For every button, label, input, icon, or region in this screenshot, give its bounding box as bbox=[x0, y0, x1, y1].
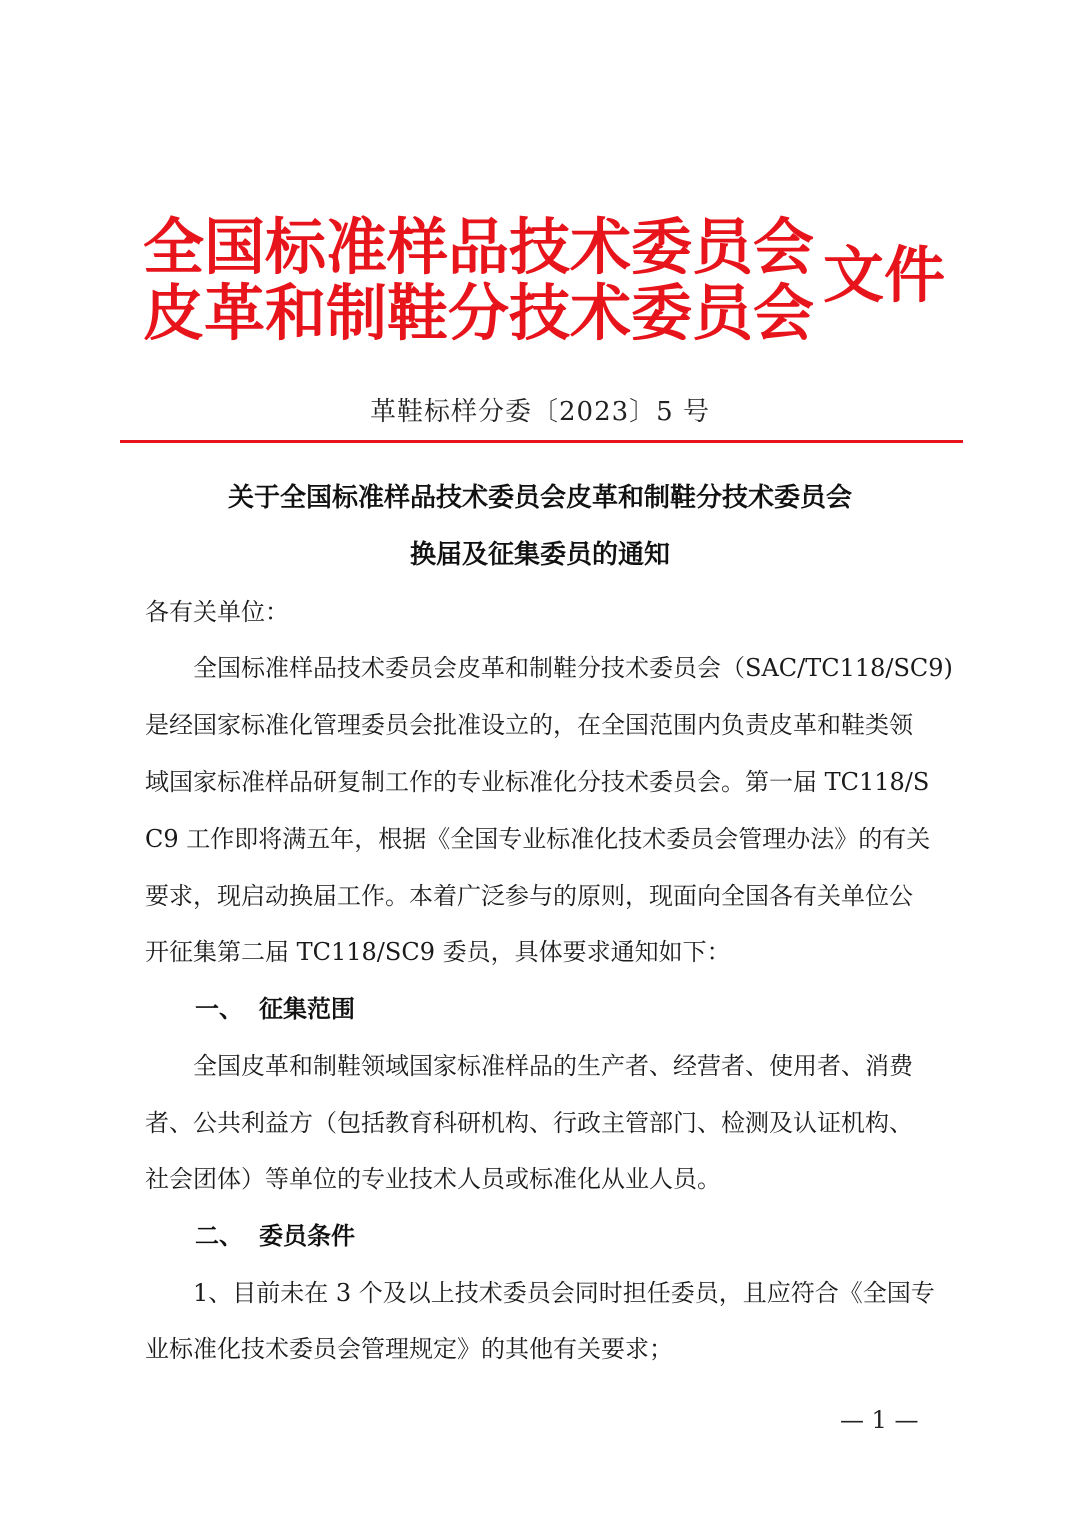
section-1-line: 者、公共利益方（包括教育科研机构、行政主管部门、检测及认证机构、 bbox=[145, 1109, 913, 1137]
section-1-number: 一、 bbox=[195, 995, 243, 1023]
section-2-title: 委员条件 bbox=[259, 1222, 355, 1250]
page-number: — 1 — bbox=[840, 1406, 919, 1434]
masthead-line-2: 皮革和制鞋分技术委员会 bbox=[143, 278, 815, 349]
intro-line: 是经国家标准化管理委员会批准设立的，在全国范围内负责皮革和鞋类领 bbox=[145, 711, 913, 739]
intro-line: 要求，现启动换届工作。本着广泛参与的原则，现面向全国各有关单位公 bbox=[145, 882, 913, 910]
section-1-line: 全国皮革和制鞋领域国家标准样品的生产者、经营者、使用者、消费 bbox=[145, 1052, 913, 1080]
section-2-heading bbox=[195, 1208, 355, 1264]
document-number: 革鞋标样分委〔2023〕5 号 bbox=[370, 397, 710, 427]
section-1-heading bbox=[195, 981, 355, 1037]
intro-line: 域国家标准样品研复制工作的专业标准化分技术委员会。第一届 TC118/S bbox=[145, 768, 930, 796]
red-divider bbox=[120, 440, 963, 443]
notice-title-line-1: 关于全国标准样品技术委员会皮革和制鞋分技术委员会 bbox=[227, 483, 852, 513]
section-2-number: 二、 bbox=[195, 1222, 243, 1250]
masthead bbox=[143, 212, 963, 349]
notice-title-line-2: 换届及征集委员的通知 bbox=[409, 540, 670, 570]
masthead-suffix: 文件 bbox=[823, 240, 946, 311]
section-2-line: 业标准化技术委员会管理规定》的其他有关要求； bbox=[145, 1335, 673, 1363]
masthead-line-1: 全国标准样品技术委员会 bbox=[143, 212, 815, 283]
salutation: 各有关单位： bbox=[145, 598, 289, 626]
section-2-line: 1、目前未在 3 个及以上技术委员会同时担任委员，且应符合《全国专 bbox=[145, 1279, 935, 1307]
section-1-title: 征集范围 bbox=[259, 995, 355, 1023]
intro-line: C9 工作即将满五年，根据《全国专业标准化技术委员会管理办法》的有关 bbox=[145, 825, 931, 853]
section-1-line: 社会团体）等单位的专业技术人员或标准化从业人员。 bbox=[145, 1165, 721, 1193]
intro-line: 全国标准样品技术委员会皮革和制鞋分技术委员会（SAC/TC118/SC9) bbox=[145, 654, 953, 682]
intro-line: 开征集第二届 TC118/SC9 委员，具体要求通知如下： bbox=[145, 938, 731, 966]
